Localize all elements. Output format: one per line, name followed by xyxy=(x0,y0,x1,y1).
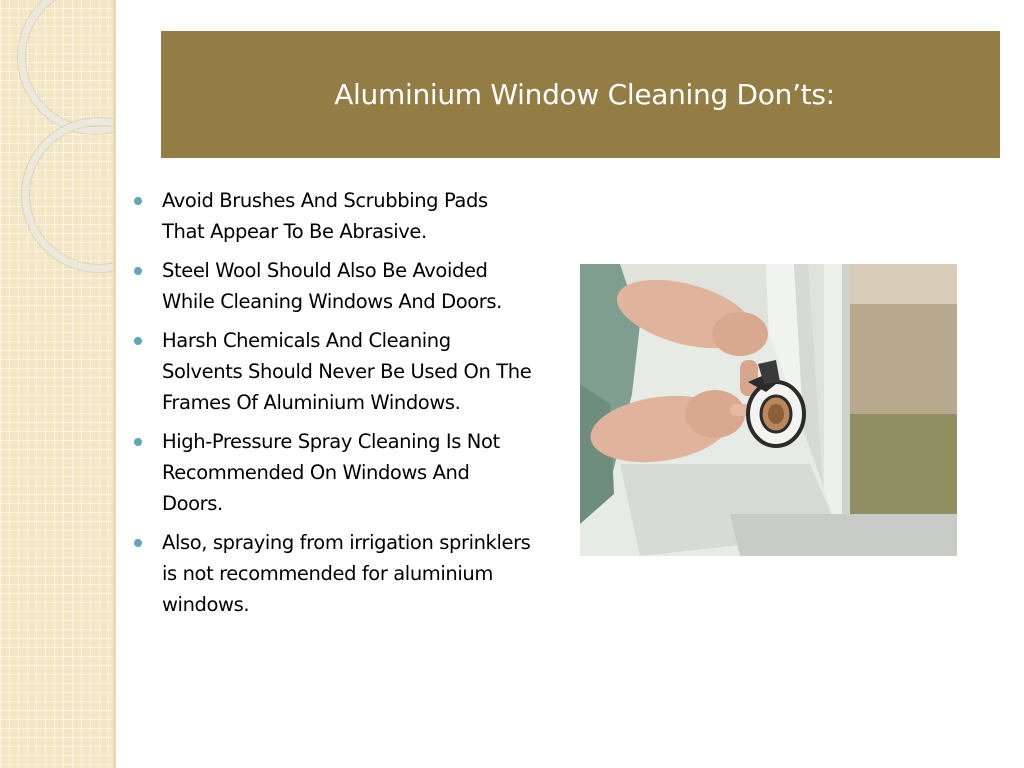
slide-title: Aluminium Window Cleaning Don’ts: xyxy=(334,78,835,111)
window-tape-photo xyxy=(580,264,957,556)
bullet-text: Harsh Chemicals And Cleaning Solvents Should Never Be Used On The Frames Of Aluminium Windows. xyxy=(162,329,532,414)
bullet-text: Also, spraying from irrigation sprinklers is not recommended for aluminium windows. xyxy=(162,531,531,616)
bullet-dot-icon xyxy=(134,197,142,205)
decorative-ring-bottom xyxy=(22,118,113,272)
bullet-item xyxy=(134,527,534,620)
decorative-left-strip xyxy=(0,0,113,768)
bullet-text: High-Pressure Spray Cleaning Is Not Recommended On Windows And Doors. xyxy=(162,430,500,515)
left-strip-edge xyxy=(113,0,116,768)
bullet-item xyxy=(134,185,534,247)
title-band xyxy=(161,31,1000,158)
bullet-dot-icon xyxy=(134,267,142,275)
bullet-dot-icon xyxy=(134,539,142,547)
bullet-dot-icon xyxy=(134,337,142,345)
bullet-text: Steel Wool Should Also Be Avoided While Cleaning Windows And Doors. xyxy=(162,259,502,313)
decorative-ring-top xyxy=(18,0,113,134)
bullet-item xyxy=(134,426,534,519)
window-tape-photo-illustration xyxy=(580,264,957,556)
bullet-dot-icon xyxy=(134,438,142,446)
bullet-text: Avoid Brushes And Scrubbing Pads That Appear To Be Abrasive. xyxy=(162,189,488,243)
bullet-list xyxy=(134,185,534,628)
bullet-item xyxy=(134,325,534,418)
bullet-item xyxy=(134,255,534,317)
